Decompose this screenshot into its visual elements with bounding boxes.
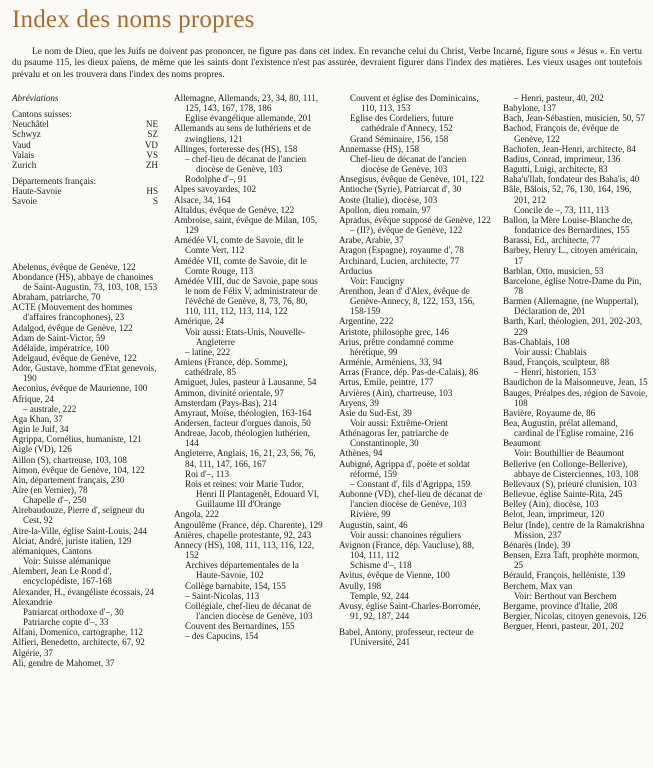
index-entry: Barbey, Henry L., citoyen américain, 17: [503, 245, 638, 266]
index-entry: Arducius: [339, 265, 373, 276]
index-entries: [174, 93, 324, 641]
abbr-row: [12, 150, 158, 160]
index-subentry: – australe, 222: [23, 403, 77, 414]
index-entry: Angola, 222: [174, 509, 219, 520]
index-entry: Aubonne (VD), chef-lieu de décanat de l'ancien diocèse de Genève, 103: [339, 489, 483, 510]
abbr-code: S: [152, 196, 158, 207]
index-entry: Aire-la-Ville, église Saint-Louis, 244: [12, 525, 148, 536]
index-subentry: Archives départementales de la Haute-Savoie, 102: [185, 560, 299, 581]
index-entry: Alfieri, Benedetto, architecte, 67, 92: [12, 637, 145, 648]
index-entry: Allemands au sens de luthériens et de zwingliens, 121: [174, 123, 311, 144]
index-entry: Allemagne, Allemands, 23, 34, 80, 111, 125, 143, 167, 178, 186: [174, 93, 319, 114]
index-entry: Annecy (HS), 108, 111, 113, 116, 122, 152: [174, 539, 315, 561]
index-entry: Bergier, Nicolas, citoyen genevois, 126: [503, 610, 647, 621]
index-entry: Arius, prêtre condamné comme hérétique, 99: [339, 336, 454, 357]
index-entry: Baha'u'llah, fondateur des Baha'is, 40: [503, 174, 640, 185]
index-subentry: – Henri, historien, 153: [514, 367, 597, 378]
index-entry: Belur (Inde), centre de la Ramakrishna Mission, 237: [503, 519, 645, 540]
index-entry: Berchem, Max van: [503, 580, 573, 591]
index-subentry: Eglise évangélique allemande, 201: [185, 113, 312, 124]
index-subentry: Couvent et église des Dominicains, 110, 113, 153: [350, 93, 479, 114]
index-entry: Aillon (S), chartreuse, 103, 108: [12, 454, 127, 465]
index-entry: Adalgod, évêque de Genève, 122: [12, 322, 133, 333]
abbr-name: Valais: [12, 149, 35, 160]
abbr-name: Zurich: [12, 159, 37, 170]
index-subentry: Eglise des Cordeliers, future cathédrale d'Annecy, 152: [350, 113, 454, 134]
index-subentry: – Saint-Nicolas, 113: [185, 590, 260, 601]
index-entry: Aoste (Italie), diocèse, 103: [339, 194, 438, 205]
index-entry: Bensen, Ezra Taft, prophète mormon, 25: [503, 550, 640, 571]
index-entry: Antioche (Syrie), Patriarcat d', 30: [339, 184, 462, 195]
index-entry: Bâle, Bâlois, 52, 76, 130, 164, 196, 201, 212: [503, 184, 632, 205]
index-entry: Bachod, François de, évêque de Genève, 122: [503, 123, 619, 144]
index-subentry: Voir: Bouthillier de Beaumont: [514, 448, 625, 459]
abbr-row: [12, 129, 158, 139]
abbr-code: VD: [144, 139, 158, 150]
index-subentry: – (II?), évêque de Genève, 122: [350, 225, 463, 236]
index-entry: Bach, Jean-Sébastien, musicien, 50, 57: [503, 113, 645, 124]
index-entry: Airebaudouze, Pierre d', seigneur du Cest, 92: [12, 505, 145, 526]
abbr-code: VS: [146, 149, 158, 160]
index-entry: Angleterre, Anglais, 16, 21, 23, 56, 76, 84, 111, 147, 166, 167: [174, 448, 316, 469]
index-entry: Abraham, patriarche, 70: [12, 292, 101, 303]
index-subentry: – Constant d', fils d'Agrippa, 159: [350, 478, 471, 489]
abbr-group-cantons: [12, 109, 158, 170]
index-entry: Abelenus, évêque de Genève, 122: [12, 261, 136, 272]
index-entry: Barcelone, église Notre-Dame du Pin, 78: [503, 275, 642, 296]
index-subentry: Patriarcat orthodoxe d'–, 30: [23, 606, 124, 617]
index-entry: Adelgaud, évêque de Genève, 122: [12, 352, 137, 363]
index-entry: Avignon (France, dép. Vaucluse), 88, 104, 111, 112: [339, 539, 475, 561]
abbr-name: Schwyz: [12, 129, 41, 140]
index-subentry: Collégiale, chef-lieu de décanat de l'ancien diocèse de Genève, 103: [185, 600, 313, 621]
index-entry: Amyraut, Moïse, théologien, 163-164: [174, 407, 312, 418]
index-entry: Alexander, H., évangéliste écossais, 24: [12, 586, 155, 597]
index-entry: Archinard, Lucien, architecte, 77: [339, 255, 460, 266]
index-entry: Apradus, évêque supposé de Genève, 122: [339, 214, 491, 225]
index-entry: Bellerive (en Collonge-Bellerive), abbaye de Cisterciennes, 103, 108: [503, 458, 639, 479]
index-entry: Aigle (VD), 126: [12, 444, 72, 455]
index-entry: Arenthon, Jean d' d'Alex, évêque de Genève-Annecy, 8, 122, 153, 156, 158-159: [339, 285, 475, 317]
index-entry: Altaldus, évêque de Genève, 122: [174, 204, 295, 215]
index-entry: Abondance (HS), abbaye de chanoines de Saint-Augustin, 73, 103, 108, 153: [12, 271, 158, 292]
abbr-group-label: Départements français:: [12, 176, 97, 187]
index-entry: Alexandrie: [12, 596, 53, 607]
index-entry: Angoulême (France, dép. Charente), 129: [174, 519, 323, 530]
index-entry: Artus, Emile, peintre, 177: [339, 377, 434, 388]
index-entry: Aryens, 39: [339, 397, 379, 408]
index-entry: Arras (France, dép. Pas-de-Calais), 86: [339, 367, 479, 378]
index-entry: Bea, Augustin, prélat allemand, cardinal de l'Eglise romaine, 216: [503, 418, 634, 439]
index-entry: Barblan, Otto, musicien, 53: [503, 265, 604, 276]
index-entry: Arménie, Arméniens, 33, 94: [339, 357, 443, 368]
abbr-group-label: Cantons suisses:: [12, 109, 72, 120]
index-entry: Amédée VI, comte de Savoie, dit le Comte Vert, 112: [174, 235, 304, 256]
index-entry: Andreae, Jacob, théologien luthérien, 144: [174, 428, 310, 449]
index-entry: Belley (Ain), diocèse, 103: [503, 499, 599, 510]
index-subentry: Voir aussi: Extrême-Orient: [350, 418, 448, 428]
intro-paragraph: Le nom de Dieu, que les Juifs ne doivent pas prononcer, ne figure pas dans cet index. En revanche celui du Christ, Verbe Incarné, figure sous « Jésus ». En vertu du psaume 115, les dieux païens, de même que les saints dont l'existence n'est pas assurée, devraient figurer dans l'index des matières. Les vieux usages ont toutefois prévalu et on les trouvera dans l'index des noms propres.: [12, 47, 642, 80]
abbr-name: Neuchâtel: [12, 119, 49, 130]
index-column-2: [174, 93, 324, 641]
index-entry: Amsterdam (Pays-Bas), 214: [174, 397, 277, 408]
index-entry: Apollon, dieu romain, 97: [339, 204, 431, 215]
index-entries: [503, 93, 649, 631]
index-column-3: [339, 93, 491, 647]
index-entry: Aubigné, Agrippa d', poète et soldat réformé, 159: [339, 458, 470, 479]
index-entry: Belot, Jean, imprimeur, 120: [503, 509, 605, 520]
index-subentry: Chef-lieu de décanat de l'ancien diocèse de Genève, 103: [350, 153, 467, 175]
index-subentry: – latine, 222: [185, 346, 231, 357]
index-entry: Athènes, 94: [339, 448, 383, 459]
index-entry: Barth, Karl, théologien, 201, 202-203, 229: [503, 316, 643, 337]
abbr-code: ZH: [145, 159, 158, 170]
index-entry: Ain, département français, 230: [12, 474, 125, 485]
index-entry: Bachofen, Jean-Henri, architecte, 84: [503, 143, 636, 154]
index-entry: Barassi, Ed., architecte, 77: [503, 235, 601, 246]
index-subentry: Voir: Faucigny: [350, 275, 405, 286]
index-entry: Amérique, 24: [174, 316, 225, 327]
index-entry: Allinges, forteresse des (HS), 158: [174, 143, 298, 154]
index-entry: Baud, François, sculpteur, 88: [503, 357, 610, 368]
index-entry: Andersen, facteur d'orgues danois, 50: [174, 418, 311, 428]
index-subentry: Concile de –, 73, 111, 113: [514, 204, 609, 215]
abbr-group-departements: [12, 176, 158, 206]
index-entry: Athénagoras Ier, patriarche de Constantinople, 30: [339, 428, 449, 449]
index-entry: Badius, Conrad, imprimeur, 136: [503, 153, 621, 164]
index-entry: Bergame, province d'Italie, 208: [503, 600, 618, 611]
index-entry: Bénarès (Inde), 39: [503, 539, 571, 550]
index-entry: Agin le Juif, 34: [12, 424, 69, 435]
abbr-name: Savoie: [12, 196, 37, 207]
index-column-4: [503, 93, 649, 631]
index-entry: Beaumont: [503, 438, 541, 449]
abbr-row: [12, 119, 158, 129]
index-entry: Alpes savoyardes, 102: [174, 184, 257, 195]
index-entry: Ansegisus, évêque de Genève, 101, 122: [339, 174, 484, 185]
index-entry: Bellevaux (S), prieuré clunisien, 103: [503, 478, 637, 489]
index-subentry: Couvent des Bernardines, 155: [185, 621, 295, 632]
index-entry: Amédée VII, comte de Savoie, dit le Comte Rouge, 113: [174, 255, 307, 276]
index-entry: Avitus, évêque de Vienne, 100: [339, 570, 450, 581]
index-entries: [12, 262, 158, 668]
index-entry: Ali, gendre de Mahomet, 37: [12, 657, 115, 668]
abbr-code: NE: [145, 119, 158, 130]
index-entry: Aragon (Espagne), royaume d', 78: [339, 245, 464, 256]
abbr-code: SZ: [147, 129, 158, 140]
index-entry: Bellevue, église Sainte-Rita, 245: [503, 489, 623, 500]
index-subentry: Schisme d'–, 118: [350, 560, 412, 571]
index-entry: Alfani, Domenico, cartographe, 112: [12, 627, 143, 638]
index-subentry: Voir aussi: chanoines réguliers: [350, 529, 462, 540]
abbr-row: [12, 196, 158, 206]
index-entry: Argentine, 222: [339, 316, 394, 327]
index-entry: Asie du Sud-Est, 39: [339, 407, 412, 418]
index-entry: Barmen (Allemagne, (ne Wuppertal), Déclaration de, 201: [503, 296, 639, 317]
index-entry: Babylone, 137: [503, 103, 557, 114]
index-entry: Bagutti, Luigi, architecte, 83: [503, 164, 608, 175]
page-title: Index des noms propres: [12, 6, 255, 33]
abbr-name: Haute-Savoie: [12, 186, 62, 197]
index-entry: alémaniques, Cantons: [12, 545, 92, 556]
abbreviations-block: [12, 93, 158, 207]
index-entry: Arabe, Arabie, 37: [339, 235, 404, 246]
index-entry: Ador, Gustave, homme d'Etat genevois, 190: [12, 363, 157, 384]
index-entry: Alciat, André, juriste italien, 129: [12, 535, 132, 546]
abbr-code: HS: [146, 186, 158, 197]
index-subentry: Collège barnabite, 154, 155: [185, 580, 286, 591]
index-subentry: – Henri, pasteur, 40, 202: [514, 93, 604, 103]
index-entry: Afrique, 24: [12, 393, 54, 404]
index-entry: Arvières (Ain), chartreuse, 103: [339, 387, 453, 398]
index-subentry: Rivière, 99: [350, 509, 391, 520]
index-entry: Berguer, Henri, pasteur, 201, 202: [503, 621, 624, 632]
index-subentry: Voir aussi: Etats-Unis, Nouvelle-Angleterre: [185, 326, 306, 347]
abbr-row: [12, 160, 158, 170]
index-entry: Augustin, saint, 46: [339, 519, 408, 530]
index-entry: Annemasse (HS), 158: [339, 143, 420, 154]
index-subentry: – des Capucins, 154: [185, 631, 259, 642]
index-entry: Avully, 198: [339, 580, 382, 591]
index-subentry: Rodolphe d'–, 91: [185, 174, 248, 185]
index-entry: Babel, Antony, professeur, recteur de l'Université, 241: [339, 627, 474, 648]
index-entry: Bérauld, François, helléniste, 139: [503, 570, 626, 581]
index-subentry: Chapelle d'–, 250: [23, 495, 87, 506]
index-subentry: Patriarche copte d'–, 33: [23, 617, 109, 628]
abbr-row: [12, 186, 158, 196]
index-subentry: Temple, 92, 244: [350, 590, 409, 601]
abbr-name: Vaud: [12, 139, 31, 150]
index-entry: Ammon, divinité orientale, 97: [174, 387, 284, 398]
index-entry: Amédée VIII, duc de Savoie, pape sous le nom de Félix V, administrateur de l'évêché de Genève, 8, 73, 76, 80, 110, 111, 112, 113, 114, 122: [174, 275, 318, 317]
index-entry: Bavière, Royaume de, 86: [503, 407, 596, 418]
index-entry: Bauges, Préalpes des, région de Savoie, 108: [503, 387, 648, 408]
index-entry: Amiguet, Jules, pasteur à Lausanne, 54: [174, 377, 317, 388]
index-subentry: Grand Séminaire, 156, 158: [350, 133, 449, 144]
index-entry: Anières, chapelle protestante, 92, 243: [174, 529, 312, 540]
abbr-row: [12, 140, 158, 150]
index-subentry: Roi d'–, 113: [185, 468, 229, 479]
index-entry: Algérie, 37: [12, 647, 53, 658]
index-entry: Bas-Chablais, 108: [503, 336, 570, 347]
index-entry: Alsace, 34, 164: [174, 194, 231, 205]
index-entry: Ambroise, saint, évêque de Milan, 105, 129: [174, 214, 318, 236]
index-entry: Aïre (en Vernier), 78: [12, 485, 88, 495]
index-entry: Adam de Saint-Victor, 59: [12, 332, 106, 343]
index-entry: Baudichon de la Maisonneuve, Jean, 15: [503, 377, 648, 388]
index-entry: Agrippa, Cornélius, humaniste, 121: [12, 434, 142, 445]
index-entry: Alembert, Jean Le Rond d', encyclopédiste, 167-168: [12, 566, 112, 587]
index-entry: Amiens (France, dép. Somme), cathédrale, 85: [174, 357, 288, 378]
index-subentry: Voir: Suisse alémanique: [23, 556, 111, 567]
index-entry: Ballon, la Mère Louise-Blanche de, fondatrice des Bernardines, 155: [503, 214, 633, 236]
abbreviations-heading: Abréviations: [12, 93, 59, 103]
index-entry: Adélaïde, impératrice, 100: [12, 342, 109, 353]
index-subentry: Rois et reines: voir Marie Tudor, Henri II Plantagenêt, Edouard VI, Guillaume III d'Orange: [185, 478, 320, 510]
index-entry: Aga Khan, 37: [12, 413, 63, 424]
index-entry: ACTE (Mouvement des hommes d'affaires francophones), 23: [12, 302, 133, 323]
index-subentry: Voir aussi: Chablais: [514, 346, 587, 357]
spacer: [12, 207, 158, 262]
index-entry: Aeconius, évêque de Maurienne, 100: [12, 383, 148, 394]
index-subentry: – chef-lieu de décanat de l'ancien diocèse de Genève, 103: [185, 153, 307, 175]
index-subentry: Voir: Berthout van Berchem: [514, 590, 617, 601]
index-entries: [339, 93, 491, 647]
index-entry: Avusy, église Saint-Charles-Borromée, 91, 92, 187, 244: [339, 600, 481, 621]
index-entry: Aristote, philosophe grec, 146: [339, 326, 449, 337]
index-column-1: [12, 93, 158, 668]
index-entry: Aimon, évêque de Genève, 104, 122: [12, 464, 145, 475]
